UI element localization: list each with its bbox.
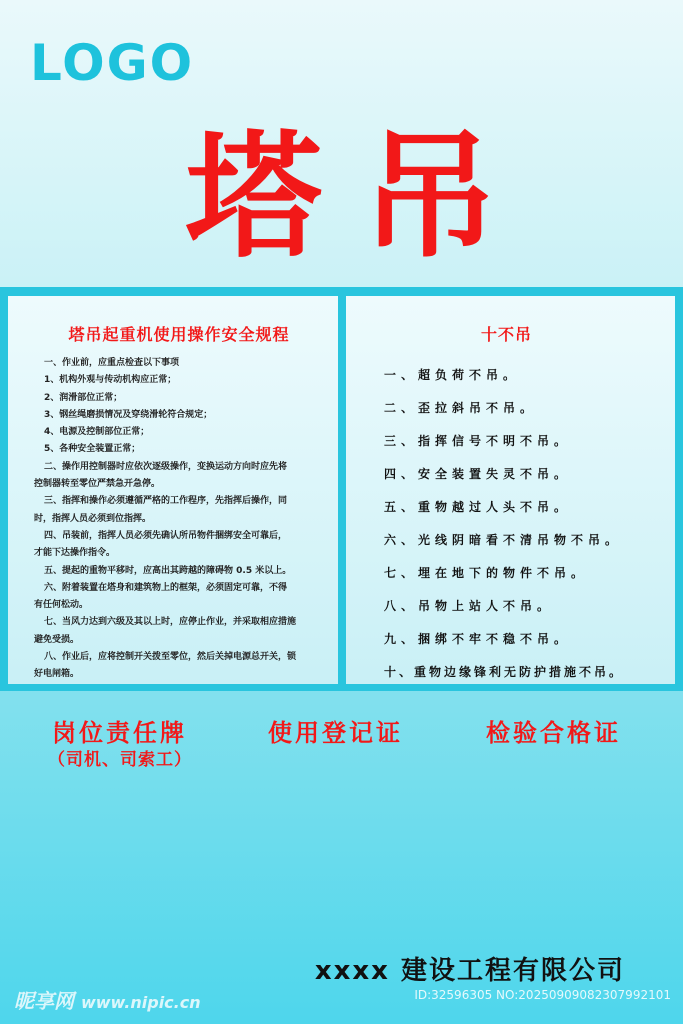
rule-line: 五、提起的重物平移时，应高出其跨越的障碍物 0.5 米以上。 (44, 565, 292, 576)
list-item: 九、捆绑不牢不稳不吊。 (384, 632, 572, 646)
list-item: 三、指挥信号不明不吊。 (384, 434, 572, 448)
inspection-certificate-label: 检验合格证 (486, 719, 621, 747)
rule-line: 2、润滑部位正常； (44, 392, 123, 403)
ten-no-lift-heading: 十不吊 (480, 325, 532, 344)
list-item: 七、埋在地下的物件不吊。 (384, 566, 589, 580)
list-item: 一、超负荷不吊。 (384, 368, 521, 382)
rule-line: 避免受损。 (34, 634, 80, 645)
rule-line: 八、作业后，应将控制开关拨至零位，然后关掉电源总开关，锁 (44, 652, 297, 663)
rule-line: 一、作业前，应重点检查以下事项 (44, 358, 180, 368)
watermark-id: ID:32596305 NO:20250909082307992101 (414, 988, 671, 1002)
rule-line: 5、各种安全装置正常； (44, 444, 141, 455)
logo: LOGO (30, 34, 195, 92)
rule-line: 有任何松动。 (34, 600, 89, 611)
rule-line: 七、当风力达到六级及其以上时，应停止作业，并采取相应措施 (44, 617, 297, 628)
registration-certificate-label: 使用登记证 (268, 719, 403, 747)
rule-line: 控制器转至零位严禁急开急停。 (34, 479, 161, 490)
rule-line: 时，指挥人员必须到位指挥。 (34, 513, 152, 524)
rule-line: 4、电源及控制部位正常； (44, 427, 150, 438)
list-item: 五、重物越过人头不吊。 (384, 500, 572, 514)
watermark-site-name: 昵享网 (14, 989, 74, 1013)
rule-line: 二、操作用控制器时应依次逐级操作，变换运动方向时应先将 (44, 461, 288, 472)
list-item: 六、光线阴暗看不清吊物不吊。 (384, 533, 623, 547)
rule-line: 六、附着装置在塔身和建筑物上的框架，必须固定可靠，不得 (44, 582, 288, 593)
rule-line: 四、吊装前，指挥人员必须先确认所吊物件捆绑安全可靠后， (44, 530, 288, 541)
post-responsibility-sublabel: （司机、司索工） (48, 750, 192, 770)
rule-line: 三、指挥和操作必须遵循严格的工作程序，先指挥后操作，同 (44, 496, 288, 507)
rule-line: 3、钢丝绳磨损情况及穿绕滑轮符合规定； (44, 409, 213, 420)
ten-no-lift-panel (346, 296, 675, 684)
company-name: xxxx 建设工程有限公司 (314, 956, 625, 986)
page-title: 塔吊 (185, 119, 538, 277)
post-responsibility-label: 岗位责任牌 (52, 719, 187, 747)
list-item: 十、重物边缘锋利无防护措施不吊。 (384, 665, 625, 679)
watermark-site (14, 985, 201, 1014)
safety-rules-heading: 塔吊起重机使用操作安全规程 (68, 325, 290, 344)
ten-no-lift-list (384, 359, 667, 689)
safety-rules-panel (8, 296, 338, 684)
watermark-site-url: www.nipic.cn (80, 993, 201, 1012)
list-item: 八、吊物上站人不吊。 (384, 599, 555, 613)
safety-rules-list (34, 355, 324, 684)
list-item: 四、安全装置失灵不吊。 (384, 467, 572, 481)
list-item: 二、歪拉斜吊不吊。 (384, 401, 538, 415)
rule-line: 才能下达操作指令。 (34, 548, 116, 559)
rule-line: 1、机构外观与传动机构应正常； (44, 375, 177, 386)
rule-line: 好电闸箱。 (34, 669, 80, 680)
